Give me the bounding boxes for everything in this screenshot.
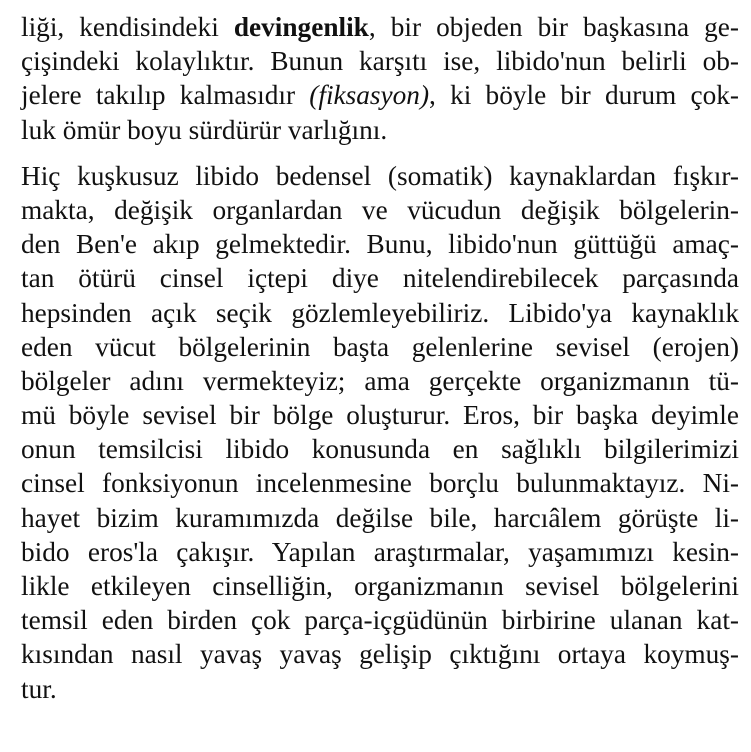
- text-segment: tur.: [21, 673, 57, 704]
- text-line: [21, 364, 739, 398]
- text-line: [21, 227, 739, 261]
- text-line: [21, 78, 739, 112]
- text-segment: hepsinden açık seçik gözlemleyebiliriz. Libido'ya kaynaklık: [21, 297, 739, 328]
- text-line: [21, 44, 739, 78]
- text-line: [21, 672, 739, 706]
- text-line: [21, 10, 739, 44]
- text-line: [21, 193, 739, 227]
- text-segment: liği, kendisindeki: [21, 12, 234, 42]
- text-line: [21, 113, 739, 147]
- text-segment: temsil eden birden çok parça-içgüdünün birbirine ulanan kat-: [21, 605, 739, 636]
- text-line: [21, 501, 739, 535]
- text-segment: tan ötürü cinsel içtepi diye nitelendirebilecek parçasında: [21, 263, 739, 294]
- text-line: [21, 637, 739, 671]
- text-line: [21, 296, 739, 330]
- paragraph: [21, 10, 739, 147]
- text-segment: jelere takılıp kalmasıdır: [21, 80, 310, 111]
- text-line: [21, 466, 739, 500]
- text-segment: onun temsilcisi libido konusunda en sağlıklı bilgilerimizi: [21, 434, 739, 465]
- text-segment: makta, değişik organlardan ve vücudun değişik bölgelerin-: [21, 194, 739, 225]
- text-segment: eden vücut bölgelerinin başta gelenlerine sevisel (erojen): [21, 331, 739, 362]
- text-line: [21, 569, 739, 603]
- text-line: [21, 398, 739, 432]
- text-segment: , bir objeden bir başkasına ge-: [368, 12, 739, 42]
- text-segment: , ki böyle bir durum çok-: [429, 80, 739, 111]
- text-line: [21, 535, 739, 569]
- text-line: [21, 159, 739, 193]
- text-segment: mü böyle sevisel bir bölge oluşturur. Eros, bir başka deyimle: [21, 400, 739, 431]
- text-line: [21, 330, 739, 364]
- text-segment: likle etkileyen cinselliğin, organizmanın sevisel bölgelerini: [21, 571, 739, 601]
- text-segment: bido eros'la çakışır. Yapılan araştırmalar, yaşamımızı kesin-: [21, 536, 739, 567]
- text-line: [21, 432, 739, 466]
- book-page: [21, 10, 739, 706]
- paragraph: [21, 159, 739, 706]
- text-segment: luk ömür boyu sürdürür varlığını.: [21, 114, 388, 145]
- text-segment: kısından nasıl yavaş yavaş gelişip çıktığını ortaya koymuş-: [21, 639, 739, 670]
- italic-term: (fiksasyon): [309, 80, 430, 111]
- text-segment: cinsel fonksiyonun incelenmesine borçlu bulunmaktayız. Ni-: [21, 468, 739, 499]
- text-segment: hayet bizim kuramımızda değilse bile, harcıâlem görüşte li-: [21, 502, 739, 533]
- text-line: [21, 261, 739, 295]
- text-segment: den Ben'e akıp gelmektedir. Bunu, libido'nun güttüğü amaç-: [21, 229, 739, 260]
- text-line: [21, 603, 739, 637]
- text-segment: Hiç kuşkusuz libido bedensel (somatik) kaynaklardan fışkır-: [21, 160, 739, 191]
- bold-term: devingenlik: [233, 12, 369, 42]
- text-segment: çişindeki kolaylıktır. Bunun karşıtı ise, libido'nun belirli ob-: [21, 46, 739, 77]
- text-segment: bölgeler adını vermekteyiz; ama gerçekte organizmanın tü-: [21, 365, 739, 396]
